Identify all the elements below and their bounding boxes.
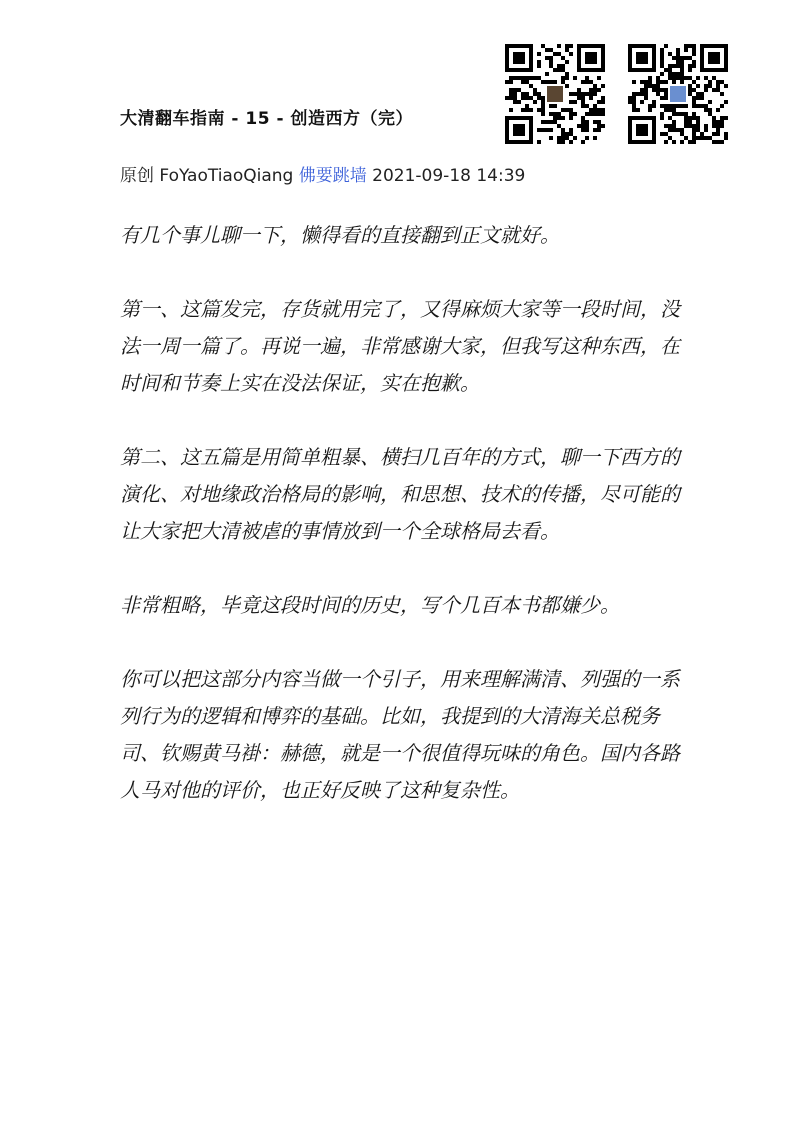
qr-code-icon bbox=[628, 44, 728, 144]
paragraph: 你可以把这部分内容当做一个引子，用来理解满清、列强的一系列行为的逻辑和博弈的基础。比如，我提到的大清海关总税务司、钦赐黄马褂：赫德，就是一个很值得玩味的角色。国内各路人马对他的评价，也正好反映了这种复杂性。 bbox=[120, 667, 680, 802]
account-link[interactable]: 佛要跳墙 bbox=[298, 166, 367, 186]
qr-code-right bbox=[628, 44, 728, 144]
author-name: FoYaoTiaoQiang bbox=[159, 166, 294, 186]
article-body bbox=[120, 217, 690, 846]
article-meta bbox=[120, 161, 525, 186]
paragraph: 有几个事儿聊一下，懒得看的直接翻到正文就好。 bbox=[120, 223, 560, 247]
article-title: 大清翻车指南 - 15 - 创造西方（完） bbox=[120, 109, 413, 129]
paragraph: 第二、这五篇是用简单粗暴、横扫几百年的方式，聊一下西方的演化、对地缘政治格局的影响，和思想、技术的传播，尽可能的让大家把大清被虐的事情放到一个全球格局去看。 bbox=[120, 445, 680, 543]
publish-datetime: 2021-09-18 14:39 bbox=[372, 166, 526, 186]
qr-code-icon bbox=[505, 44, 605, 144]
qr-code-left bbox=[505, 44, 605, 144]
original-label: 原创 bbox=[120, 166, 154, 186]
paragraph: 第一、这篇发完，存货就用完了，又得麻烦大家等一段时间，没法一周一篇了。再说一遍，非常感谢大家，但我写这种东西，在时间和节奏上实在没法保证，实在抱歉。 bbox=[120, 297, 680, 395]
paragraph: 非常粗略，毕竟这段时间的历史，写个几百本书都嫌少。 bbox=[120, 593, 620, 617]
